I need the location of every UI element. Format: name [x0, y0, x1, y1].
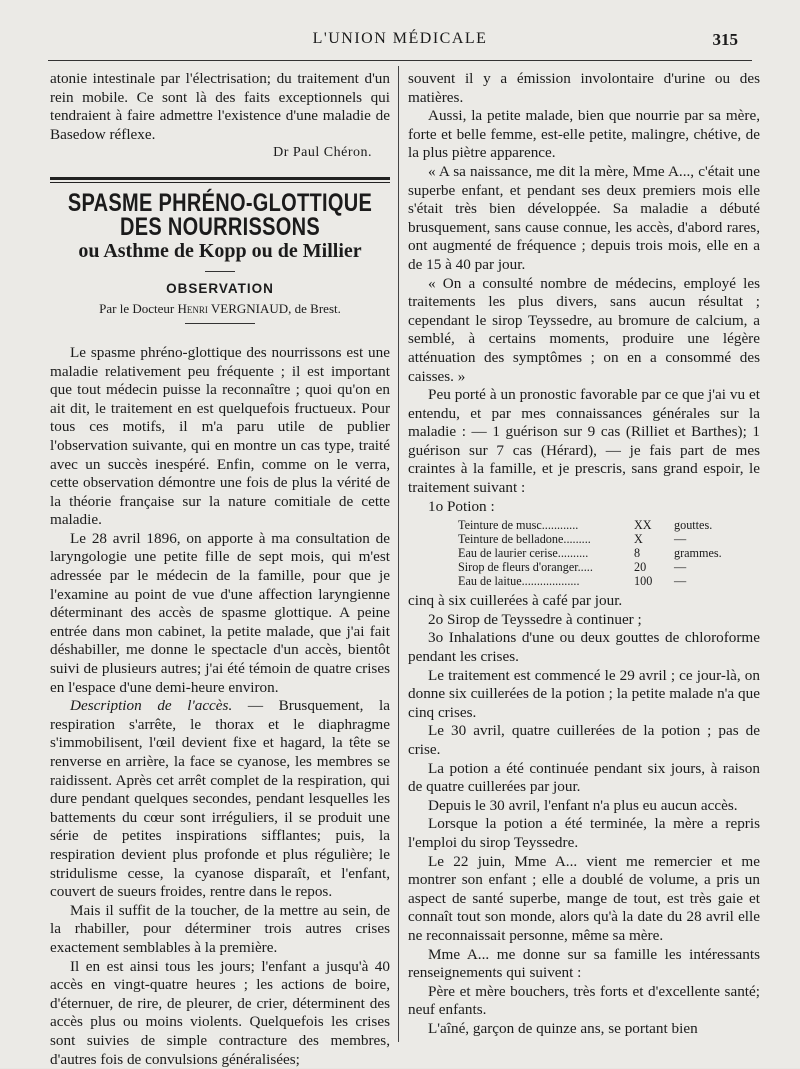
ingredient-name: Eau de laitue................... — [458, 574, 580, 589]
body-paragraph: souvent il y a émission involontaire d'urine ou des matières. — [408, 70, 760, 106]
body-paragraph: Il en est ainsi tous les jours; l'enfant a jusqu'à 40 accès en vingt-quatre heures ; les actions de boire, d'éternuer, de rire, de pleurer, de crier, déterminent des accès plus ou moins violents. Quelquefois les crises sont suivies de simple contracture des membres, d'autres fois de convulsions généralisées; — [50, 957, 390, 1068]
column-divider — [398, 66, 399, 1042]
ingredient-unit: — — [674, 560, 687, 575]
quote-paragraph: « On a consulté nombre de médecins, employé les traitements les plus divers, sans aucun résultat ; cependant le sirop Teyssedre, au bromure de calcium, a semblé, à certains moments, produire une légère atténuation des symptômes ; on en a consommé des caisses. » — [408, 274, 760, 385]
ingredient-qty: 8 — [634, 546, 641, 561]
author-firstname: Henri — [177, 301, 208, 317]
ingredient-qty: 20 — [634, 560, 647, 575]
article-subtitle: ou Asthme de Kopp ou de Millier — [78, 240, 362, 263]
body-paragraph: Mais il suffit de la toucher, de la mettre au sein, de la rhabiller, pour déterminer trois autres crises exactement semblables à la première. — [50, 901, 390, 956]
byline-suffix: , de Brest. — [288, 301, 341, 317]
body-paragraph: Père et mère bouchers, très forts et d'excellente santé; neuf enfants. — [408, 982, 760, 1019]
description-paragraph — [50, 697, 390, 902]
body-paragraph: Lorsque la potion a été terminée, la mère a repris l'emploi du sirop Teyssedre. — [408, 815, 760, 851]
body-paragraph: Peu porté à un pronostic favorable par ce que j'ai vu et entendu, et par mes connaissances générales sur la maladie : — 1 guérison sur 9 cas (Rilliet et Barthes); 1 guérison sur 7 cas (Hérard), — je fais part de mes craintes à la famille, et je prescris, sans grand espoir, le traitement suivant : — [408, 386, 760, 497]
prescription-list — [408, 518, 760, 588]
body-paragraph: Mme A... me donne sur sa famille les intéressants renseignements qui suivent : — [408, 945, 760, 982]
byline-prefix: Par le Docteur — [99, 301, 175, 317]
ingredient-unit: grammes. — [674, 546, 722, 561]
page-header — [0, 30, 800, 54]
body-paragraph: L'aîné, garçon de quinze ans, se portant bien — [428, 1019, 698, 1037]
quote-paragraph: « A sa naissance, me dit la mère, Mme A..., c'était une superbe enfant, et pendant ses deux premiers mois elle s'était très bien développée. Sa maladie a débuté brusquement, sans cause connue, les accès, d'abord rares, ont augmenté de fréquence ; depuis trois mois, elle en a de 15 à 40 par jour. — [408, 162, 760, 273]
prescription-item — [458, 574, 760, 588]
page-number: 315 — [712, 30, 738, 49]
ingredient-name: Eau de laurier cerise.......... — [458, 546, 589, 561]
byline — [50, 300, 390, 319]
prescription-item — [458, 546, 760, 560]
ingredient-name: Teinture de belladone......... — [458, 532, 591, 547]
ingredient-qty: X — [634, 532, 643, 547]
running-title: L'UNION MÉDICALE — [312, 30, 488, 47]
prescription-item — [458, 560, 760, 574]
body-paragraph: cinq à six cuillerées à café par jour. — [408, 592, 623, 610]
prescription-item — [458, 532, 760, 546]
description-label: Description de l'accès. — [70, 697, 233, 715]
body-paragraph: Depuis le 30 avril, l'enfant n'a plus eu aucun accès. — [428, 796, 738, 814]
ingredient-qty: XX — [634, 518, 652, 533]
ingredient-unit: gouttes. — [674, 518, 713, 533]
author-lastname: VERGNIAUD — [210, 301, 289, 317]
intro-paragraph: atonie intestinale par l'électrisation; du traitement d'un rein mobile. Ce sont là des faits exceptionnels qui tendraient à faire admettre l'existence d'une maladie de Basedow réflexe. — [50, 70, 390, 143]
header-rule — [48, 60, 752, 61]
right-column — [408, 70, 760, 1038]
ingredient-qty: 100 — [634, 574, 653, 589]
body-paragraph: La potion a été continuée pendant six jours, à raison de quatre cuillerées par jour. — [408, 759, 760, 796]
signature: Dr Paul Chéron. — [273, 145, 372, 161]
article-title: SPASME PHRÉNO-GLOTTIQUE DES NOURRISSONS — [67, 189, 373, 241]
description-text: — Brusquement, la respiration s'arrête, le thorax et le diaphragme s'immobilisent, l'œil devient fixe et hagard, la tête se renverse en arrière, la face se cyanose, les membres se raidissent. Après cet arrêt complet de la respiration, qui dure pendant quelques secondes, pendant lesquelles les battements du cœur sont irréguliers, il se produit une série de petites inspirations sifflantes; puis, la respiration devient plus profonde et plus régulière; le stridulisme cesse, la cyanose disparaît, et l'enfant, couvert de sueurs froides, rentre dans le repos. — [50, 697, 390, 901]
body-paragraph: Le spasme phréno-glottique des nourrissons est une maladie relativement peu fréquente ; il est important que tout médecin puisse la reconnaître ; quoi qu'on en ait dit, le traitement en est quelquefois fructueux. Pour tous ces motifs, il m'a paru utile de publier l'observation suivante, qui en montre un cas type, traité avec un succès inespéré. Enfin, comme on le verra, cette observation démontre une fois de plus la vérité de la théorie française sur la nature comitiale de cette maladie. — [50, 343, 390, 529]
prescription-heading: 1o Potion : — [428, 497, 495, 515]
body-paragraph: Le 22 juin, Mme A... vient me remercier et me montrer son enfant ; elle a doublé de volume, a pris un aspect de santé superbe, mange de tout, est très gaie et connaît tout son monde, alors qu'à la date du 28 avril elle ne reconnaissait personne, même sa mère. — [408, 852, 760, 944]
ingredient-name: Sirop de fleurs d'oranger..... — [458, 560, 593, 575]
body-paragraph: Le 30 avril, quatre cuillerées de la potion ; pas de crise. — [408, 722, 760, 758]
byline-rule — [185, 323, 255, 324]
body-paragraph: Aussi, la petite malade, bien que nourrie par sa mère, forte et belle femme, est-elle petite, malingre, chétive, de la plus piètre apparence. — [408, 107, 760, 162]
observation-label: OBSERVATION — [166, 280, 274, 296]
ingredient-name: Teinture de musc............ — [458, 518, 579, 533]
body-paragraph: Le 28 avril 1896, on apporte à ma consultation de laryngologie une petite fille de sept mois, qui m'est adressée par le médecin de la famille, pour que je l'examine au point de vue d'une affection laryngienne déterminant des accès de spasme glottique. A peine entrée dans mon cabinet, la petite malade, que j'ai fait déshabiller, me donne le spectacle d'un accès, bientôt suivi de plusieurs autres; j'ai été témoin de quatre crises en l'espace d'une demi-heure environ. — [50, 529, 390, 696]
ingredient-unit: — — [674, 532, 687, 547]
title-rule — [205, 271, 235, 272]
section-divider — [50, 177, 390, 183]
left-column — [50, 70, 390, 1068]
body-paragraph: 2o Sirop de Teyssedre à continuer ; — [428, 610, 642, 628]
body-paragraph: Le traitement est commencé le 29 avril ; ce jour-là, on donne six cuillerées de la potion ; la petite malade n'a que cinq crises. — [408, 666, 760, 721]
body-paragraph: 3o Inhalations d'une ou deux gouttes de chloroforme pendant les crises. — [408, 629, 760, 666]
prescription-item — [458, 518, 760, 532]
ingredient-unit: — — [674, 574, 687, 589]
